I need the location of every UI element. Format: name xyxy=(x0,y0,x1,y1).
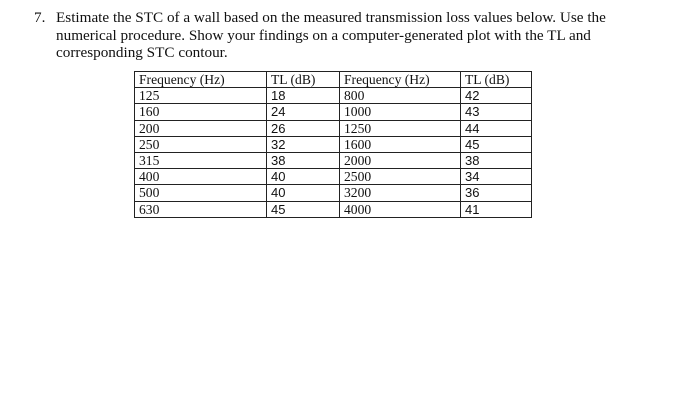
cell-tl: 24 xyxy=(267,104,340,120)
cell-frequency: 1250 xyxy=(340,120,461,136)
header-frequency-1: Frequency (Hz) xyxy=(135,72,267,88)
cell-tl: 32 xyxy=(267,136,340,152)
table-row xyxy=(135,104,532,120)
question-line-2: numerical procedure. Show your findings on a computer-generated plot with the TL and xyxy=(56,26,591,44)
cell-tl: 45 xyxy=(461,136,532,152)
table-row xyxy=(135,185,532,201)
cell-frequency: 400 xyxy=(135,169,267,185)
question-line-3: corresponding STC contour. xyxy=(56,44,228,61)
cell-tl: 42 xyxy=(461,88,532,104)
cell-tl: 38 xyxy=(461,152,532,168)
table-row xyxy=(135,120,532,136)
cell-frequency: 2000 xyxy=(340,152,461,168)
cell-tl: 26 xyxy=(267,120,340,136)
cell-frequency: 1600 xyxy=(340,136,461,152)
cell-tl: 43 xyxy=(461,104,532,120)
cell-frequency: 800 xyxy=(340,88,461,104)
question-number: 7. xyxy=(34,9,46,26)
table-header-row xyxy=(135,72,532,88)
transmission-loss-table xyxy=(134,71,532,218)
cell-tl: 18 xyxy=(267,88,340,104)
cell-frequency: 4000 xyxy=(340,201,461,217)
cell-frequency: 200 xyxy=(135,120,267,136)
cell-frequency: 125 xyxy=(135,88,267,104)
cell-frequency: 3200 xyxy=(340,185,461,201)
question-text xyxy=(56,9,674,62)
cell-tl: 40 xyxy=(267,185,340,201)
table-row xyxy=(135,201,532,217)
cell-frequency: 315 xyxy=(135,152,267,168)
table-row xyxy=(135,136,532,152)
cell-frequency: 1000 xyxy=(340,104,461,120)
cell-frequency: 2500 xyxy=(340,169,461,185)
cell-tl: 36 xyxy=(461,185,532,201)
cell-frequency: 500 xyxy=(135,185,267,201)
cell-tl: 45 xyxy=(267,201,340,217)
header-tl-2: TL (dB) xyxy=(461,72,532,88)
table-row xyxy=(135,88,532,104)
cell-tl: 40 xyxy=(267,169,340,185)
header-frequency-2: Frequency (Hz) xyxy=(340,72,461,88)
cell-tl: 41 xyxy=(461,201,532,217)
table-row xyxy=(135,152,532,168)
cell-tl: 38 xyxy=(267,152,340,168)
cell-frequency: 250 xyxy=(135,136,267,152)
cell-tl: 34 xyxy=(461,169,532,185)
cell-tl: 44 xyxy=(461,120,532,136)
cell-frequency: 630 xyxy=(135,201,267,217)
cell-frequency: 160 xyxy=(135,104,267,120)
question-line-1: Estimate the STC of a wall based on the measured transmission loss values below. Use the xyxy=(56,9,606,26)
header-tl-1: TL (dB) xyxy=(267,72,340,88)
table-row xyxy=(135,169,532,185)
question-block xyxy=(34,9,674,62)
